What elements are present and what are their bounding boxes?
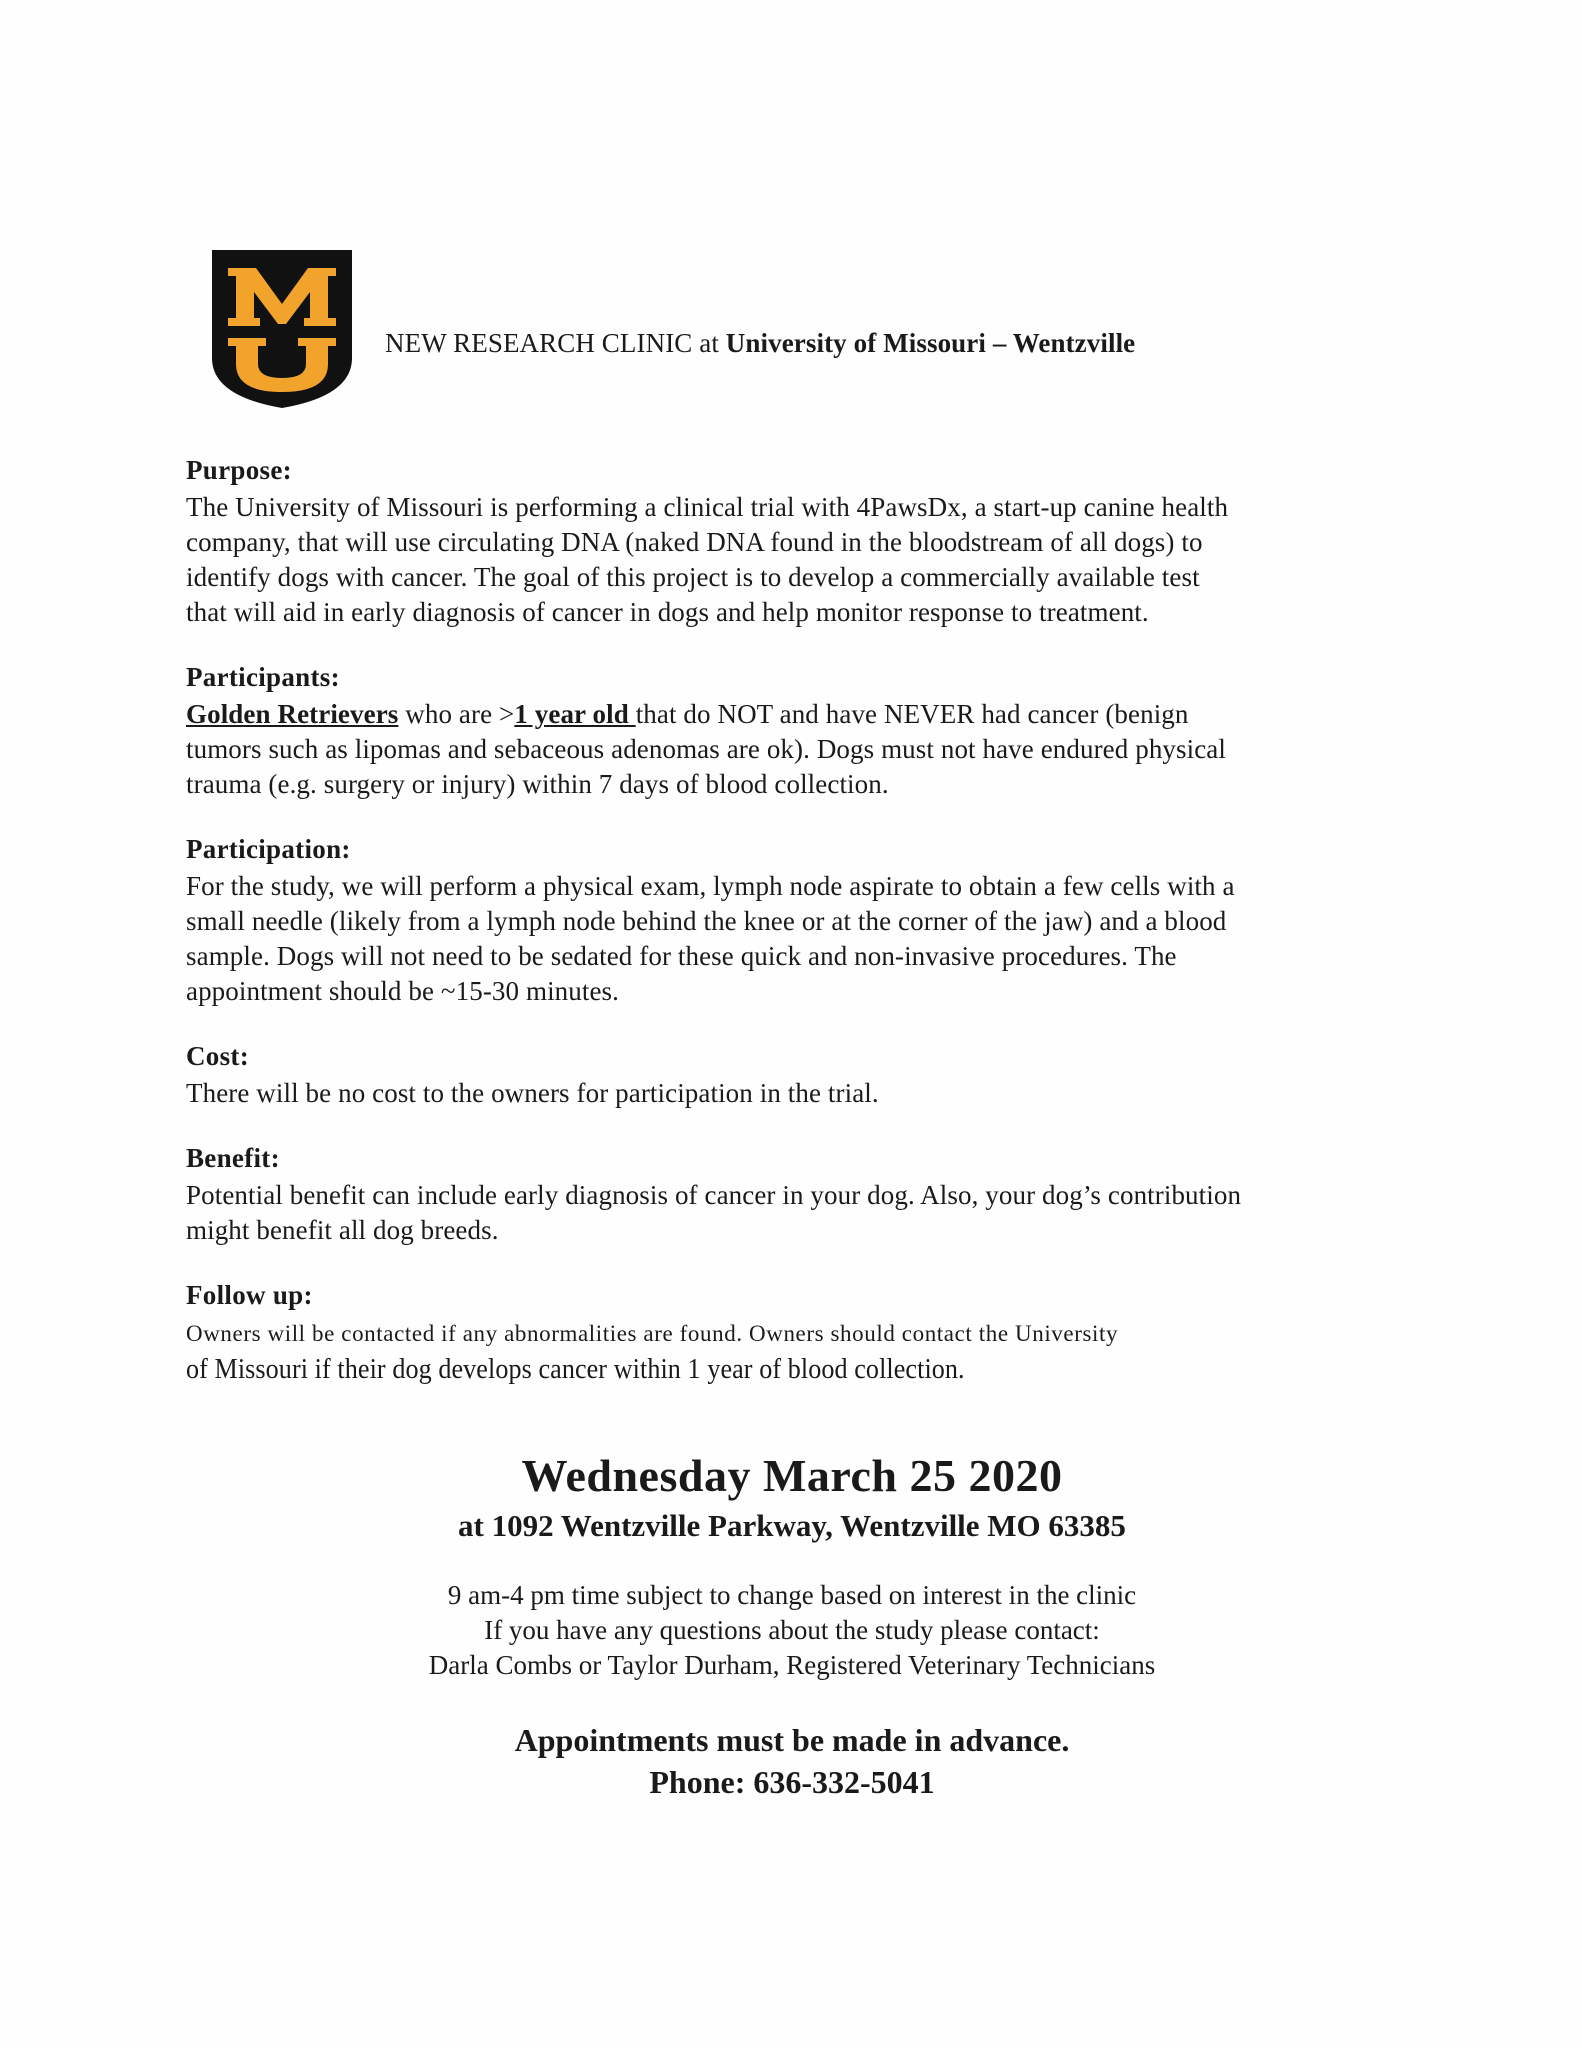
benefit-line: Potential benefit can include early diagnosis of cancer in your dog. Also, your dog’s contribution: [186, 1180, 1242, 1210]
participation-line: For the study, we will perform a physical exam, lymph node aspirate to obtain a few cells with a: [186, 871, 1235, 901]
benefit-heading: Benefit:: [186, 1143, 280, 1173]
purpose-section: [186, 452, 1416, 630]
cost-text: [186, 1076, 1416, 1111]
clinic-title: [385, 328, 1135, 359]
event-info: [186, 1578, 1398, 1683]
event-info-line: 9 am-4 pm time subject to change based on interest in the clinic: [447, 1580, 1137, 1610]
followup-line: Owners will be contacted if any abnormalities are found. Owners should contact the University: [186, 1321, 1119, 1346]
purpose-line: that will aid in early diagnosis of cancer in dogs and help monitor response to treatment.: [186, 597, 1149, 627]
participants-line: tumors such as lipomas and sebaceous adenomas are ok). Dogs must not have endured physical: [186, 734, 1226, 764]
benefit-text: [186, 1178, 1416, 1248]
followup-line: of Missouri if their dog develops cancer within 1 year of blood collection.: [186, 1353, 965, 1385]
event-details: [186, 1448, 1398, 1803]
cost-section: [186, 1038, 1416, 1111]
participation-line: appointment should be ~15-30 minutes.: [186, 976, 620, 1006]
purpose-text: [186, 490, 1416, 630]
cost-line: There will be no cost to the owners for participation in the trial.: [186, 1078, 879, 1108]
event-info-line: Darla Combs or Taylor Durham, Registered Veterinary Technicians: [428, 1650, 1156, 1680]
participants-line: that do NOT and have NEVER had cancer (benign: [635, 699, 1189, 729]
benefit-line: might benefit all dog breeds.: [186, 1215, 499, 1245]
event-address: at 1092 Wentzville Parkway, Wentzville MO 63385: [458, 1508, 1126, 1543]
event-info-line: If you have any questions about the study please contact:: [484, 1615, 1100, 1645]
flyer-body: [186, 452, 1416, 1416]
participants-line: trauma (e.g. surgery or injury) within 7 days of blood collection.: [186, 769, 889, 799]
clinic-title-prefix: NEW RESEARCH CLINIC at: [385, 328, 726, 358]
participation-line: sample. Dogs will not need to be sedated for these quick and non-invasive procedures. The: [186, 941, 1177, 971]
contact-phone: Phone: 636-332-5041: [649, 1764, 935, 1800]
participation-text: [186, 869, 1416, 1009]
breed-name: Golden Retrievers: [186, 699, 399, 729]
participants-section: [186, 659, 1416, 802]
age-requirement: 1 year old: [514, 699, 636, 729]
cost-heading: Cost:: [186, 1041, 249, 1071]
followup-text: [186, 1315, 1416, 1387]
participation-line: small needle (likely from a lymph node behind the knee or at the corner of the jaw) and a blood: [186, 906, 1227, 936]
clinic-institution: University of Missouri – Wentzville: [725, 328, 1136, 358]
participation-section: [186, 831, 1416, 1009]
who-are-text: who are >: [398, 699, 515, 729]
purpose-line: identify dogs with cancer. The goal of this project is to develop a commercially available test: [186, 562, 1200, 592]
participants-text: [186, 697, 1416, 802]
event-date: Wednesday March 25 2020: [521, 1450, 1063, 1501]
benefit-section: [186, 1140, 1416, 1248]
participants-heading: Participants:: [186, 662, 340, 692]
participation-heading: Participation:: [186, 834, 351, 864]
purpose-heading: Purpose:: [186, 455, 292, 485]
purpose-line: The University of Missouri is performing a clinical trial with 4PawsDx, a start-up canine health: [186, 492, 1229, 522]
purpose-line: company, that will use circulating DNA (naked DNA found in the bloodstream of all dogs) to: [186, 527, 1203, 557]
followup-heading: Follow up:: [186, 1280, 313, 1310]
mu-logo: [208, 246, 356, 412]
appointments-notice: Appointments must be made in advance.: [514, 1722, 1070, 1758]
header: [208, 246, 1408, 416]
followup-section: [186, 1277, 1416, 1387]
